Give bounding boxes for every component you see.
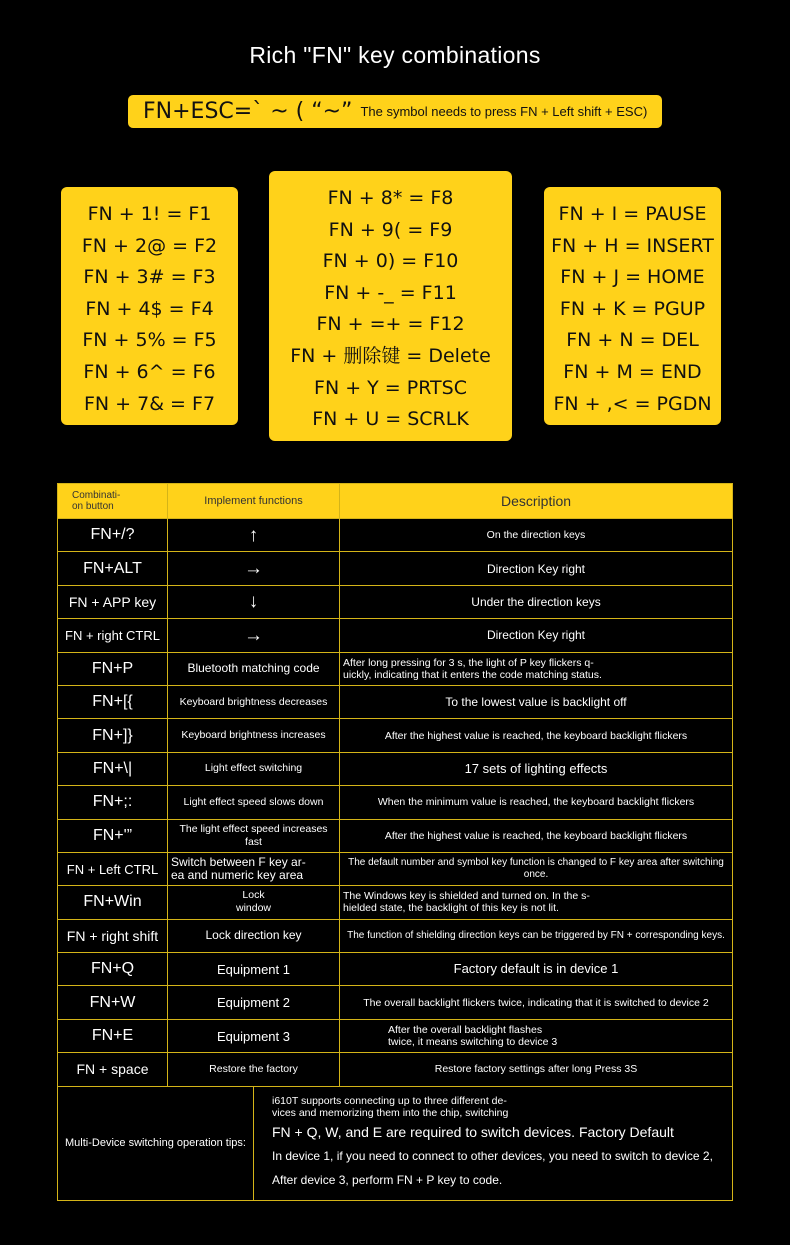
table-row	[58, 1019, 733, 1052]
combo-cell: FN+P	[58, 652, 168, 685]
tips-text-box	[254, 1087, 732, 1200]
combo-cell: FN+W	[58, 986, 168, 1019]
table-row	[58, 519, 733, 552]
description-cell: When the minimum value is reached, the keyboard backlight flickers	[340, 786, 733, 819]
combo-cell: FN+;:	[58, 786, 168, 819]
combo-cell: FN+E	[58, 1019, 168, 1052]
combo-cell: FN+[{	[58, 685, 168, 718]
function-cell: Keyboard brightness increases	[168, 719, 340, 752]
banner-note: The symbol needs to press FN + Left shift + ESC)	[360, 104, 648, 119]
table-row	[58, 652, 733, 685]
function-cell: Restore the factory	[168, 1053, 340, 1086]
function-cell: The light effect speed increases fast	[168, 819, 340, 852]
header-function: Implement functions	[168, 484, 340, 519]
description-cell: Direction Key right	[340, 552, 733, 585]
description-cell: After the overall backlight flashes twice, it means switching to device 3	[340, 1019, 733, 1052]
combo-cell: FN+\|	[58, 752, 168, 785]
key-combo: FN + U = SCRLK	[312, 408, 469, 431]
key-combo: FN + H = INSERT	[551, 234, 714, 257]
description-cell: The function of shielding direction keys can be triggered by FN + corresponding keys.	[340, 919, 733, 952]
tips-label-box	[58, 1087, 254, 1200]
key-combo: FN + ,< = PGDN	[553, 392, 712, 415]
description-cell: After long pressing for 3 s, the light of P key flickers q- uickly, indicating that it enters the code matching status.	[340, 652, 733, 685]
key-box-right	[544, 187, 721, 425]
tips-row	[58, 1086, 733, 1200]
function-cell: Keyboard brightness decreases	[168, 685, 340, 718]
key-combo: FN + 9( = F9	[328, 218, 453, 241]
function-cell: Lock direction key	[168, 919, 340, 952]
arrow-right-icon: →	[168, 552, 340, 585]
table-row	[58, 752, 733, 785]
arrow-up-icon: ↑	[168, 519, 340, 552]
description-cell: The overall backlight flickers twice, indicating that it is switched to device 2	[340, 986, 733, 1019]
description-cell: The Windows key is shielded and turned on. In the s- hielded state, the backlight of this key is not lit.	[340, 886, 733, 919]
fn-function-table	[57, 483, 733, 1201]
tips-line-3: In device 1, if you need to connect to other devices, you need to switch to device 2,	[272, 1148, 713, 1163]
key-combo: FN + -_ = F11	[324, 281, 457, 304]
description-cell: 17 sets of lighting effects	[340, 752, 733, 785]
description-cell: Under the direction keys	[340, 585, 733, 618]
key-combo: FN + 5% = F5	[82, 329, 217, 352]
function-cell: Equipment 1	[168, 953, 340, 986]
table-row	[58, 819, 733, 852]
combo-cell: FN+Win	[58, 886, 168, 919]
key-combo: FN + K = PGUP	[559, 297, 706, 320]
description-cell: Restore factory settings after long Press 3S	[340, 1053, 733, 1086]
key-combo: FN + 7& = F7	[83, 392, 216, 415]
table-header-row	[58, 484, 733, 519]
key-box-left	[61, 187, 238, 425]
function-cell: Switch between F key ar- ea and numeric key area	[168, 852, 340, 885]
table-row	[58, 786, 733, 819]
function-cell: Bluetooth matching code	[168, 652, 340, 685]
esc-combo-banner	[128, 95, 662, 128]
key-combo: FN + 3# = F3	[83, 266, 216, 289]
key-combo: FN + Y = PRTSC	[314, 376, 467, 399]
key-combo: FN + 1! = F1	[87, 203, 212, 225]
description-cell: The default number and symbol key function is changed to F key area after switching once.	[340, 852, 733, 885]
table-row	[58, 719, 733, 752]
description-cell: On the direction keys	[340, 519, 733, 552]
arrow-down-icon: ↓	[168, 585, 340, 618]
header-combination: Combinati- on button	[58, 484, 168, 519]
table-row	[58, 953, 733, 986]
combo-cell: FN + right CTRL	[58, 619, 168, 652]
combo-cell: FN+ALT	[58, 552, 168, 585]
key-combo: FN + 2@ = F2	[81, 234, 218, 257]
description-cell: After the highest value is reached, the keyboard backlight flickers	[340, 819, 733, 852]
tips-line-1: i610T supports connecting up to three different de- vices and memorizing them into the chip, switching	[272, 1094, 509, 1120]
table-row	[58, 585, 733, 618]
key-combo: FN + N = DEL	[566, 329, 699, 352]
key-combo: FN + I = PAUSE	[558, 203, 707, 225]
key-combo: FN + 删除键 = Delete	[290, 344, 491, 367]
banner-main: FN+ESC=` ~ ( “~”	[143, 99, 353, 124]
table-row	[58, 852, 733, 885]
description-cell: After the highest value is reached, the keyboard backlight flickers	[340, 719, 733, 752]
combo-cell: FN+Q	[58, 953, 168, 986]
function-cell: Light effect switching	[168, 752, 340, 785]
key-box-middle	[269, 171, 512, 441]
table-row	[58, 552, 733, 585]
function-cell: Lock window	[168, 886, 340, 919]
combo-cell: FN+/?	[58, 519, 168, 552]
description-cell: Factory default is in device 1	[340, 953, 733, 986]
arrow-right-icon: →	[168, 619, 340, 652]
combo-cell: FN + right shift	[58, 919, 168, 952]
header-description: Description	[340, 484, 733, 519]
combo-cell: FN + Left CTRL	[58, 852, 168, 885]
description-cell: Direction Key right	[340, 619, 733, 652]
table-row	[58, 986, 733, 1019]
tips-line-4: After device 3, perform FN + P key to code.	[272, 1173, 503, 1188]
table-row	[58, 685, 733, 718]
function-cell: Equipment 3	[168, 1019, 340, 1052]
table-row	[58, 886, 733, 919]
tips-line-2: FN + Q, W, and E are required to switch devices. Factory Default	[272, 1123, 674, 1140]
combo-cell: FN+'”	[58, 819, 168, 852]
key-combo: FN + M = END	[563, 360, 702, 383]
combo-cell: FN+]}	[58, 719, 168, 752]
table-row	[58, 919, 733, 952]
combo-cell: FN + space	[58, 1053, 168, 1086]
table-row	[58, 1053, 733, 1086]
key-combo: FN + J = HOME	[560, 266, 705, 289]
table-row	[58, 619, 733, 652]
tips-label-text: Multi-Device switching operation tips:	[65, 1137, 246, 1150]
page-title: Rich "FN" key combinations	[249, 42, 541, 68]
description-cell: To the lowest value is backlight off	[340, 685, 733, 718]
function-cell: Equipment 2	[168, 986, 340, 1019]
key-combo: FN + 8* = F8	[327, 187, 454, 209]
key-combo: FN + 4$ = F4	[85, 297, 214, 320]
key-combo: FN + =+ = F12	[316, 313, 465, 336]
key-combo: FN + 6^ = F6	[83, 360, 216, 383]
tips-container	[58, 1086, 733, 1200]
key-combo: FN + 0) = F10	[322, 250, 459, 273]
function-cell: Light effect speed slows down	[168, 786, 340, 819]
combo-cell: FN + APP key	[58, 585, 168, 618]
